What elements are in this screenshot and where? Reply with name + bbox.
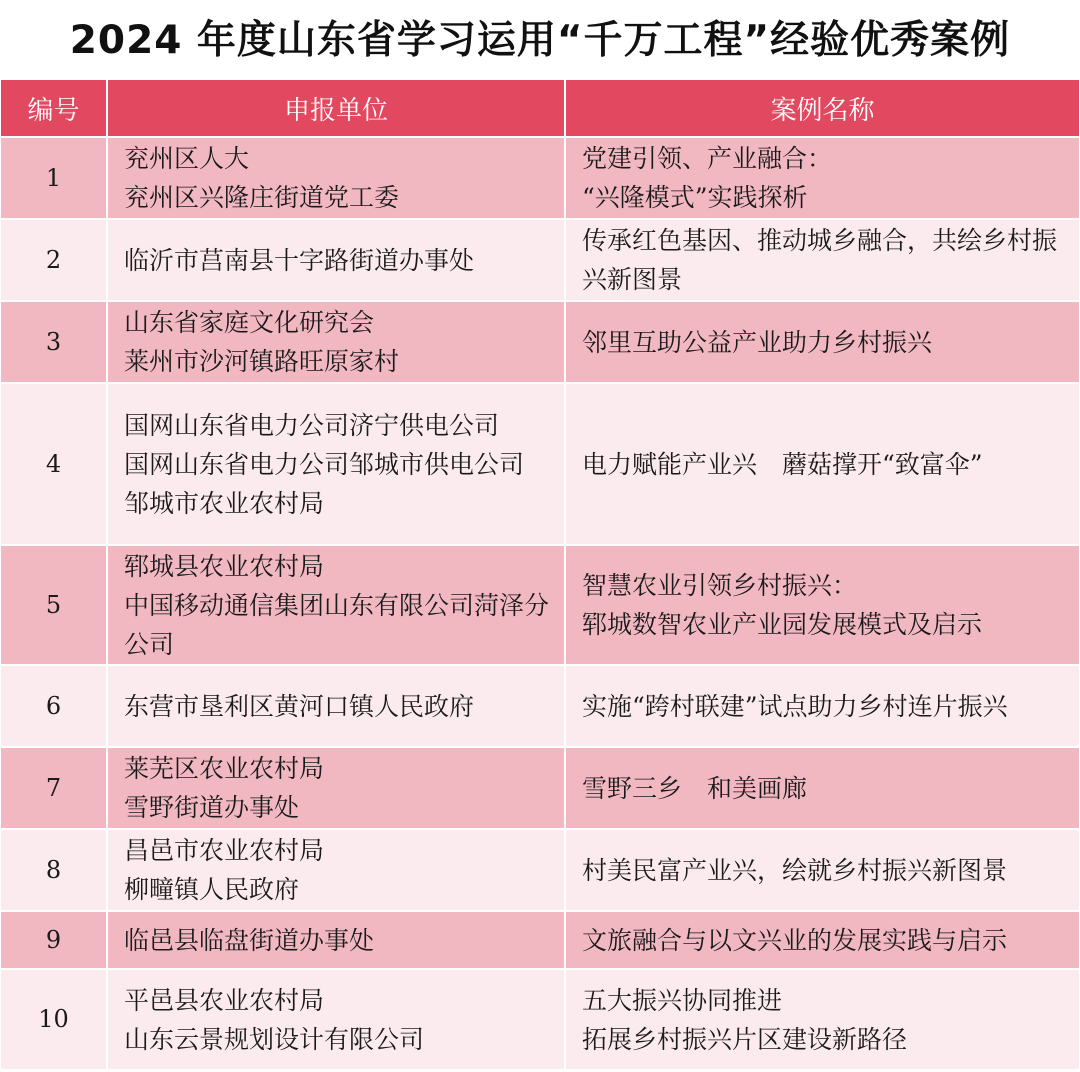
table-row [1, 137, 1079, 219]
unit-line: 临邑县临盘街道办事处 [124, 925, 375, 955]
case-line: 传承红色基因、推动城乡融合，共绘乡村振兴新图景 [582, 226, 1058, 294]
unit-cell [107, 665, 565, 747]
unit-line: 国网山东省电力公司邹城市供电公司 [124, 449, 525, 479]
unit-cell [107, 911, 565, 969]
unit-line: 邹城市农业农村局 [124, 488, 325, 518]
row-number: 5 [1, 545, 107, 665]
table-row [1, 219, 1079, 301]
table-row [1, 747, 1079, 829]
case-line: 邻里互助公益产业助力乡村振兴 [582, 327, 933, 357]
case-line: 五大振兴协同推进 [582, 985, 783, 1015]
table-row [1, 545, 1079, 665]
case-cell [565, 829, 1079, 911]
unit-line: 临沂市莒南县十字路街道办事处 [124, 245, 475, 275]
table-row [1, 383, 1079, 545]
unit-line: 平邑县农业农村局 [124, 985, 325, 1015]
unit-cell [107, 137, 565, 219]
case-cell [565, 911, 1079, 969]
case-cell [565, 301, 1079, 383]
unit-cell [107, 969, 565, 1069]
case-cell [565, 545, 1079, 665]
unit-line: 东营市垦利区黄河口镇人民政府 [124, 691, 475, 721]
table-row [1, 911, 1079, 969]
case-line: “兴隆模式”实践探析 [582, 183, 808, 212]
case-cell [565, 747, 1079, 829]
case-line: 电力赋能产业兴 蘑菇撑开“致富伞” [582, 449, 983, 479]
unit-line: 山东省家庭文化研究会 [124, 308, 375, 337]
unit-cell [107, 383, 565, 545]
unit-cell [107, 545, 565, 665]
row-number: 10 [1, 969, 107, 1069]
unit-line: 国网山东省电力公司济宁供电公司 [124, 410, 500, 440]
unit-line: 雪野街道办事处 [124, 793, 300, 822]
case-line: 党建引领、产业融合： [582, 144, 833, 173]
table-row [1, 969, 1079, 1069]
table-row [1, 829, 1079, 911]
case-line: 雪野三乡 和美画廊 [582, 773, 808, 803]
case-cell [565, 383, 1079, 545]
row-number: 9 [1, 911, 107, 969]
unit-line: 中国移动通信集团山东有限公司菏泽分公司 [124, 590, 550, 659]
unit-cell [107, 301, 565, 383]
row-number: 3 [1, 301, 107, 383]
unit-cell [107, 829, 565, 911]
case-cell [565, 969, 1079, 1069]
case-cell [565, 137, 1079, 219]
unit-line: 莱芜区农业农村局 [124, 754, 325, 783]
row-number: 6 [1, 665, 107, 747]
case-cell [565, 219, 1079, 301]
unit-line: 莱州市沙河镇路旺原家村 [124, 347, 400, 376]
case-line: 智慧农业引领乡村振兴： [582, 571, 858, 600]
table-row [1, 665, 1079, 747]
row-number: 7 [1, 747, 107, 829]
case-line: 拓展乡村振兴片区建设新路径 [582, 1024, 908, 1054]
unit-line: 柳疃镇人民政府 [124, 875, 300, 904]
unit-cell [107, 219, 565, 301]
table-header-row [1, 80, 1079, 137]
case-line: 文旅融合与以文兴业的发展实践与启示 [582, 925, 1008, 955]
unit-line: 郓城县农业农村局 [124, 551, 325, 581]
case-line: 郓城数智农业产业园发展模式及启示 [582, 610, 983, 639]
page-title: 2024 年度山东省学习运用“千万工程”经验优秀案例 [69, 18, 1011, 63]
row-number: 2 [1, 219, 107, 301]
unit-line: 山东云景规划设计有限公司 [124, 1024, 425, 1054]
case-line: 村美民富产业兴，绘就乡村振兴新图景 [582, 855, 1008, 885]
unit-cell [107, 747, 565, 829]
cases-table [1, 80, 1079, 1069]
case-line: 实施“跨村联建”试点助力乡村连片振兴 [582, 691, 1008, 721]
unit-line: 兖州区兴隆庄街道党工委 [124, 183, 400, 212]
table-row [1, 301, 1079, 383]
header-number: 编号 [1, 80, 107, 137]
row-number: 1 [1, 137, 107, 219]
row-number: 4 [1, 383, 107, 545]
unit-line: 昌邑市农业农村局 [124, 836, 325, 865]
row-number: 8 [1, 829, 107, 911]
case-cell [565, 665, 1079, 747]
unit-line: 兖州区人大 [124, 144, 250, 173]
header-case-name: 案例名称 [565, 80, 1079, 137]
header-unit: 申报单位 [107, 80, 565, 137]
